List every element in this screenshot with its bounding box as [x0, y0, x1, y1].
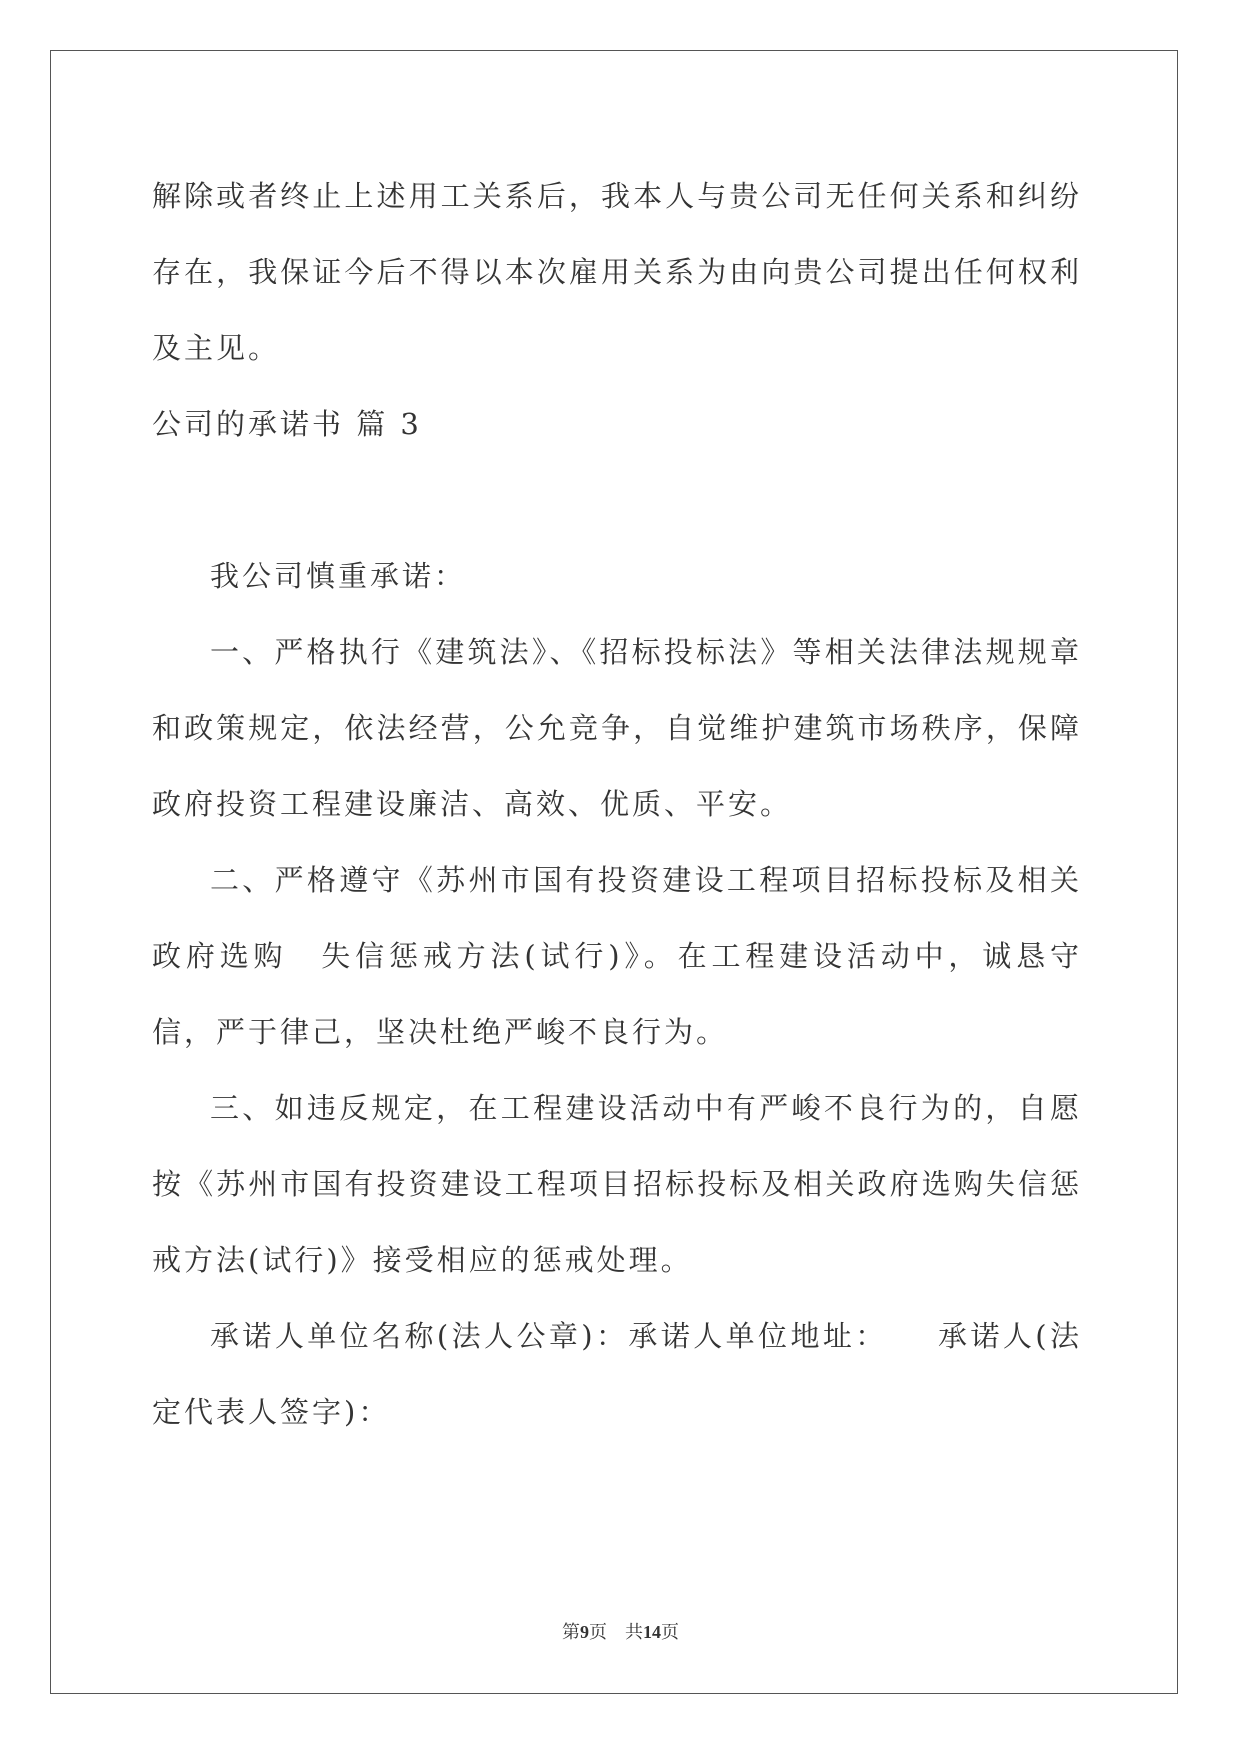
section-heading: 公司的承诺书 篇 3: [152, 407, 422, 441]
blank-line: [152, 462, 1082, 538]
paragraph-continued: 解除或者终止上述用工关系后，我本人与贵公司无任何关系和纠纷存在，我保证今后不得以本次雇用关系为由向贵公司提出任何权利及主见。: [152, 179, 1082, 365]
paragraph-promise-intro: 我公司慎重承诺：: [210, 559, 467, 593]
document-body: [152, 158, 1082, 1450]
paragraph-item-3: 三、如违反规定，在工程建设活动中有严峻不良行为的，自愿按《苏州市国有投资建设工程项目招标投标及相关政府选购失信惩戒方法(试行)》接受相应的惩戒处理。: [152, 1091, 1082, 1277]
paragraph-item-2: 二、严格遵守《苏州市国有投资建设工程项目招标投标及相关政府选购 失信惩戒方法(试行)》。在工程建设活动中，诚恳守信，严于律己，坚决杜绝严峻不良行为。: [152, 863, 1082, 1049]
footer-middle: 页 共: [589, 1622, 643, 1642]
footer-page-number: 9: [580, 1622, 589, 1642]
footer-suffix: 页: [661, 1622, 679, 1642]
footer-prefix: 第: [562, 1622, 580, 1642]
footer-total-pages: 14: [643, 1622, 661, 1642]
paragraph-signature-line: 承诺人单位名称(法人公章)：承诺人单位地址： 承诺人(法定代表人签字)：: [152, 1319, 1082, 1429]
page-footer: [0, 1618, 1241, 1644]
paragraph-item-1: 一、严格执行《建筑法》、《招标投标法》等相关法律法规规章和政策规定，依法经营，公允竞争，自觉维护建筑市场秩序，保障政府投资工程建设廉洁、高效、优质、平安。: [152, 635, 1082, 821]
